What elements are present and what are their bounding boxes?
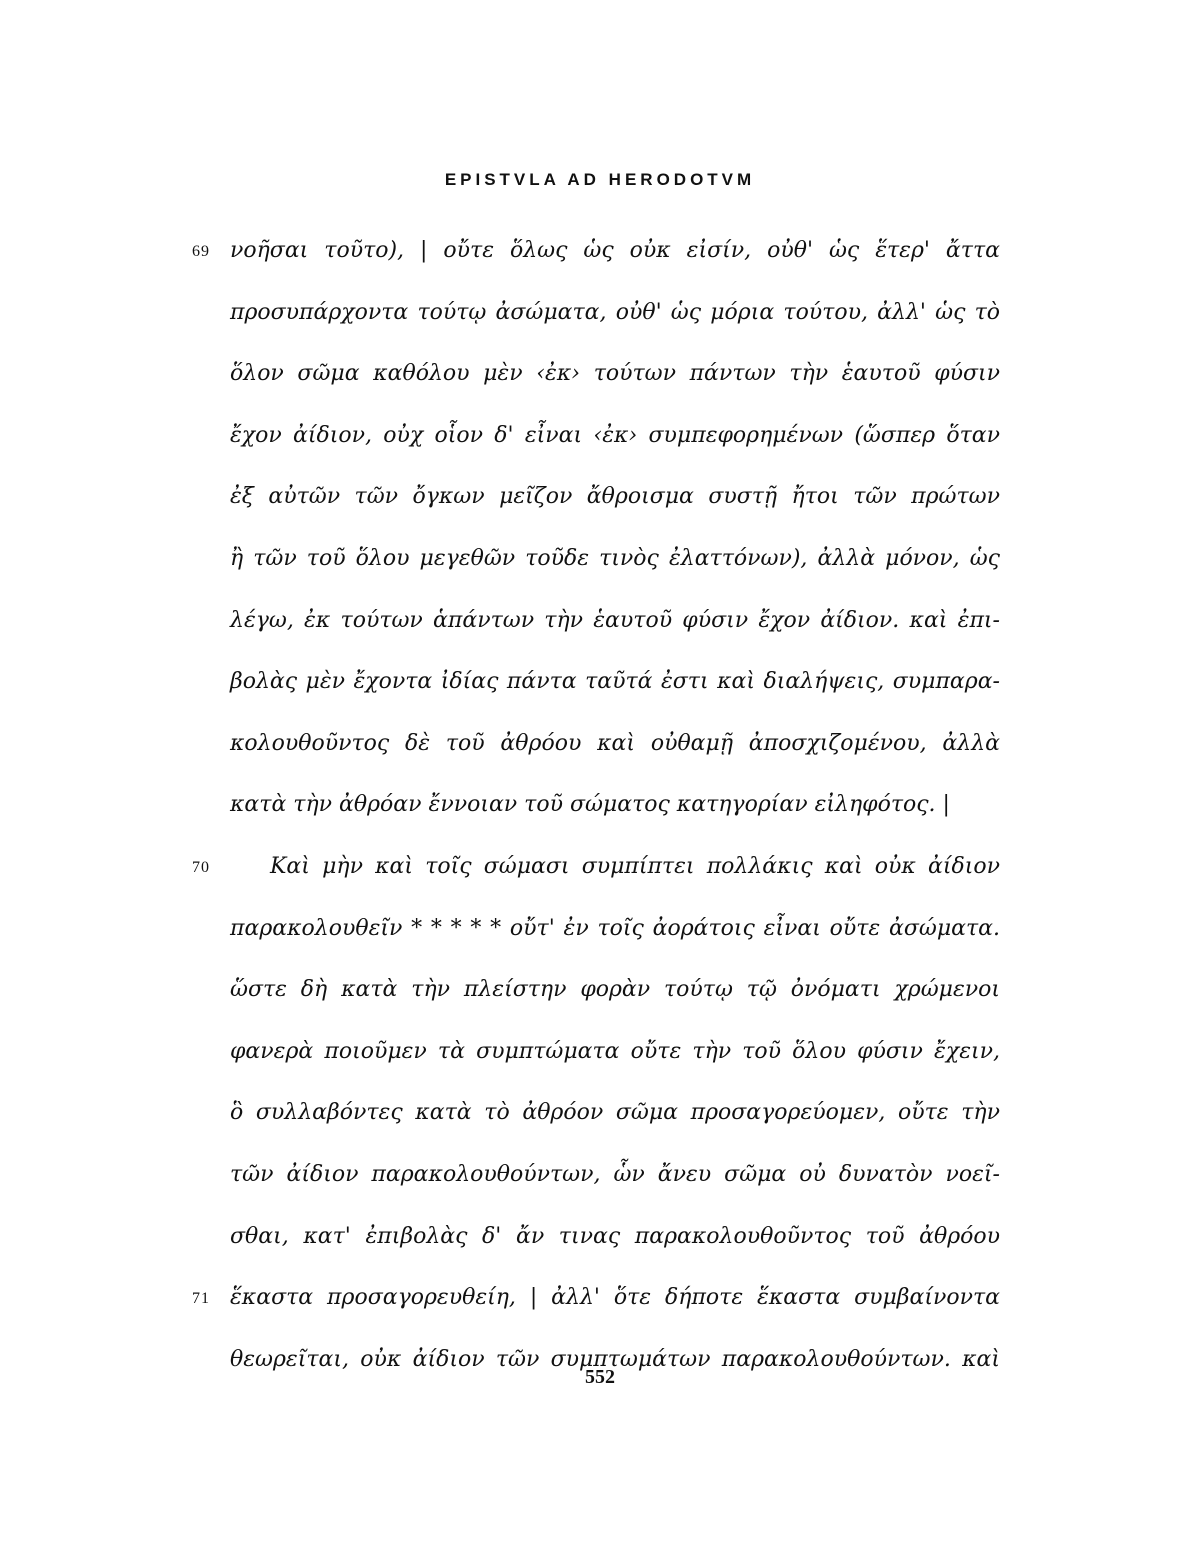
line-text: λέγω, ἐκ τούτων ἁπάντων τὴν ἑαυτοῦ φύσιν ἔχον ἀίδιον. καὶ ἐπι- [230,607,1000,633]
text-line [0,1210,1200,1272]
text-line [0,655,1200,717]
section-number: 71 [192,1290,210,1308]
running-title: EPISTVLA AD HERODOTVM [444,170,756,189]
line-text: παρακολουθεῖν * * * * * οὔτ' ἐν τοῖς ἀοράτοις εἶναι οὔτε ἀσώματα. [230,915,1000,941]
text-line [0,963,1200,1025]
line-text: ὃ συλλαβόντες κατὰ τὸ ἀθρόον σῶμα προσαγορεύομεν, οὔτε τὴν [230,1100,1000,1126]
line-text: κολουθοῦντος δὲ τοῦ ἀθρόου καὶ οὐθαμῇ ἀποσχιζομένου, ἀλλὰ [230,730,1000,756]
text-line [0,347,1200,409]
line-text: ὥστε δὴ κατὰ τὴν πλείστην φορὰν τούτῳ τῷ ὀνόματι χρώμενοι [230,977,1000,1003]
page-number: 552 [585,1366,615,1388]
text-line [0,1148,1200,1210]
text-line [0,532,1200,594]
text-line [0,286,1200,348]
line-text: κατὰ τὴν ἀθρόαν ἔννοιαν τοῦ σώματος κατηγορίαν εἰληφότος. | [230,792,950,818]
line-text: ἢ τῶν τοῦ ὅλου μεγεθῶν τοῦδε τινὸς ἐλαττόνων), ἀλλὰ μόνον, ὡς [230,545,1000,571]
text-line [0,1271,1200,1333]
line-text: προσυπάρχοντα τούτῳ ἀσώματα, οὐθ' ὡς μόρια τούτου, ἀλλ' ὡς τὸ [230,299,1000,325]
line-text: βολὰς μὲν ἔχοντα ἰδίας πάντα ταῦτά ἐστι καὶ διαλήψεις, συμπαρα- [230,669,1000,695]
text-line [0,1025,1200,1087]
text-line [0,1086,1200,1148]
line-text: ἐξ αὐτῶν τῶν ὄγκων μεῖζον ἄθροισμα συστῇ ἤτοι τῶν πρώτων [230,484,1000,510]
text-line [0,778,1200,840]
text-line [0,409,1200,471]
line-text: θεωρεῖται, οὐκ ἀίδιον τῶν συμπτωμάτων παρακολουθούντων. καὶ [230,1346,1000,1372]
line-text: Καὶ μὴν καὶ τοῖς σώμασι συμπίπτει πολλάκις καὶ οὐκ ἀίδιον [270,853,1000,879]
section-number: 69 [192,243,210,260]
text-line [0,840,1200,902]
line-text: ὅλον σῶμα καθόλου μὲν ‹ἐκ› τούτων πάντων τὴν ἑαυτοῦ φύσιν [230,361,1000,387]
text-line [0,594,1200,656]
line-text: νοῆσαι τοῦτο), | οὔτε ὅλως ὡς οὐκ εἰσίν, οὐθ' ὡς ἕτερ' ἄττα [230,238,1000,263]
text-line [0,224,1200,286]
text-line [0,717,1200,779]
section-number: 70 [192,858,210,876]
line-text: τῶν ἀίδιον παρακολουθούντων, ὧν ἄνευ σῶμα οὐ δυνατὸν νοεῖ- [230,1161,1000,1187]
line-text: ἕκαστα προσαγορευθείη, | ἀλλ' ὅτε δήποτε ἕκαστα συμβαίνοντα [230,1285,1000,1311]
text-line [0,470,1200,532]
line-text: ἔχον ἀίδιον, οὐχ οἷον δ' εἶναι ‹ἐκ› συμπεφορημένων (ὥσπερ ὅταν [230,422,1000,448]
line-text: φανερὰ ποιοῦμεν τὰ συμπτώματα οὔτε τὴν τοῦ ὅλου φύσιν ἔχειν, [230,1038,1000,1064]
greek-text-block [0,224,1200,1394]
line-text: σθαι, κατ' ἐπιβολὰς δ' ἄν τινας παρακολουθοῦντος τοῦ ἀθρόου [230,1223,1000,1249]
text-line [0,902,1200,964]
